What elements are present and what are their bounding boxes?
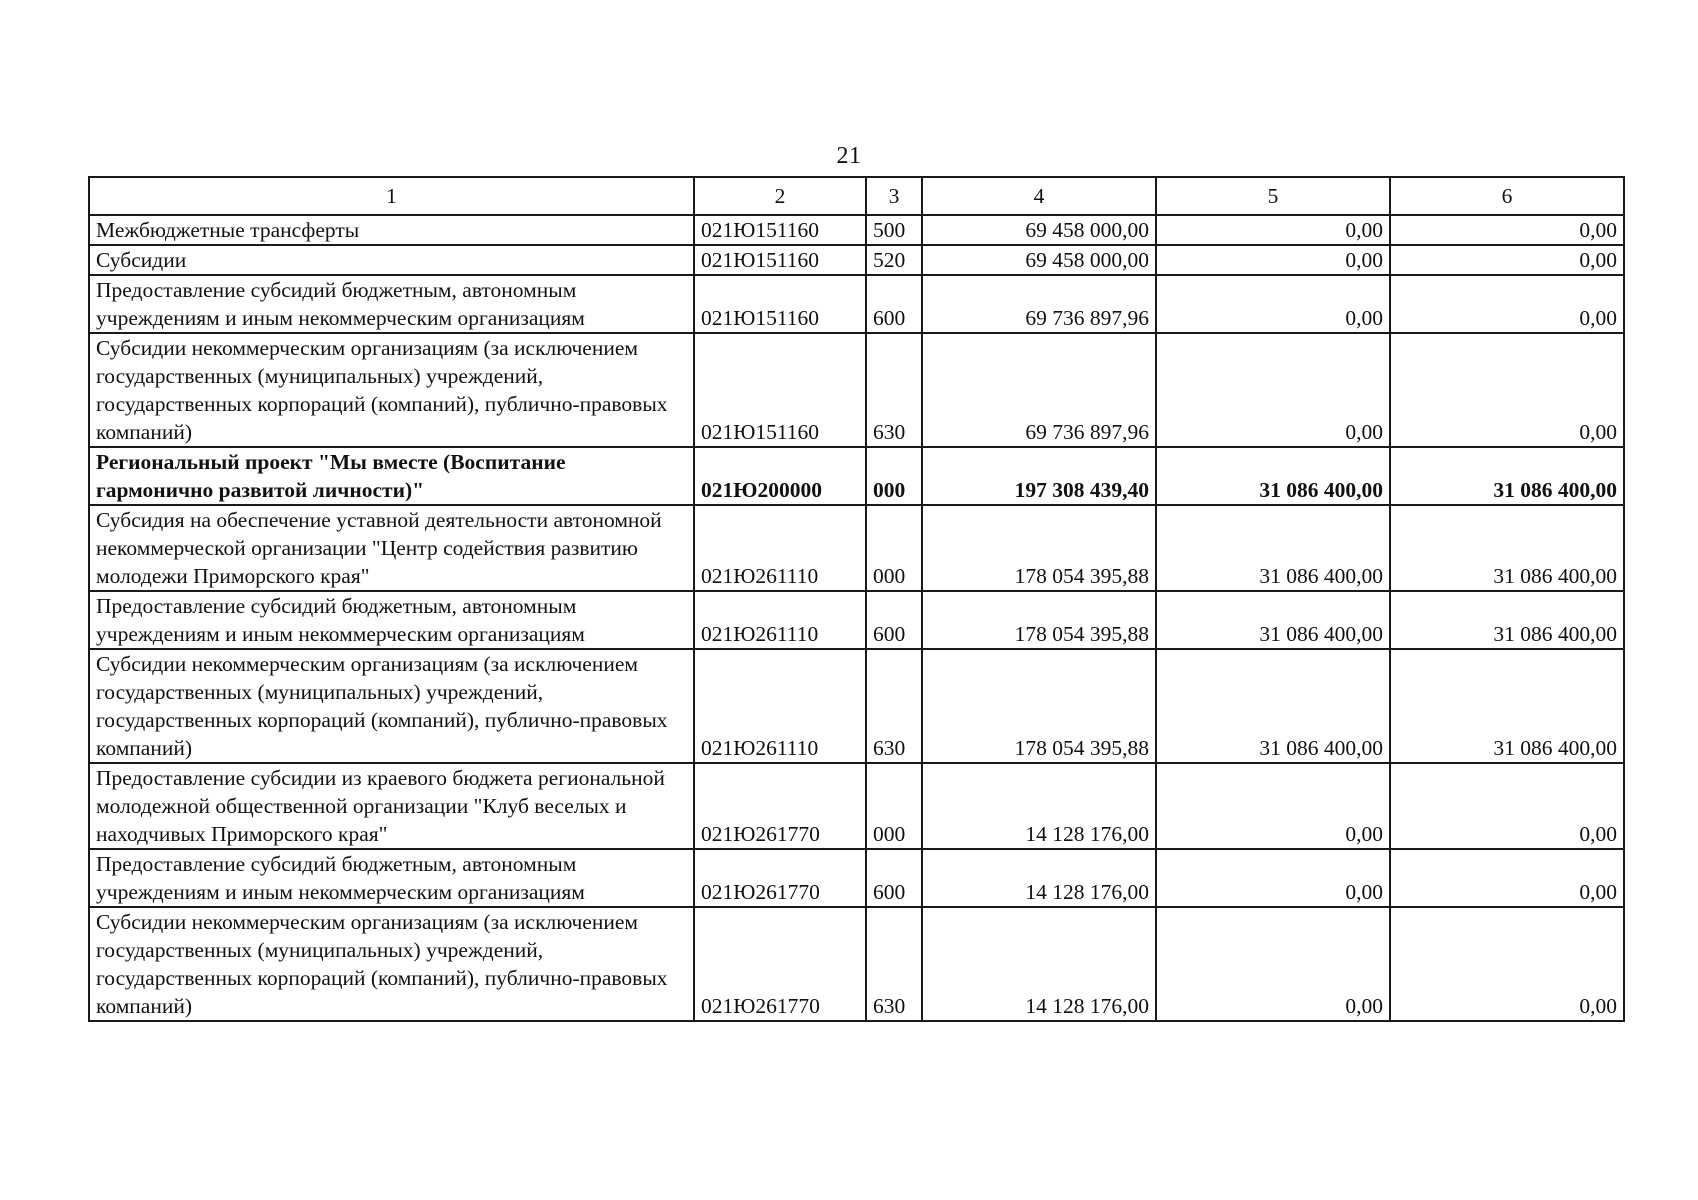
row-col5-value: 0,00 (1156, 275, 1390, 333)
row-col6-value: 31 086 400,00 (1390, 505, 1624, 591)
row-name-cell: Предоставление субсидии из краевого бюджета региональной молодежной общественной организации "Клуб веселых и находчивых Приморского края" (89, 763, 694, 849)
row-col6-value: 0,00 (1390, 907, 1624, 1021)
row-col6-value: 0,00 (1390, 245, 1624, 275)
table-row (89, 849, 1624, 907)
row-name-cell: Предоставление субсидий бюджетным, автономным учреждениям и иным некоммерческим организациям (89, 275, 694, 333)
budget-table (88, 176, 1625, 1022)
header-col-5: 5 (1156, 177, 1390, 215)
row-code-cell: 021Ю151160 (694, 275, 866, 333)
row-col4-value: 14 128 176,00 (922, 907, 1156, 1021)
row-col4-value: 69 458 000,00 (922, 245, 1156, 275)
row-code-cell: 021Ю151160 (694, 215, 866, 245)
row-col6-value: 31 086 400,00 (1390, 447, 1624, 505)
row-type-cell: 520 (866, 245, 922, 275)
row-col5-value: 0,00 (1156, 849, 1390, 907)
row-name-cell: Субсидия на обеспечение уставной деятельности автономной некоммерческой организации "Центр содействия развитию молодежи Приморского края" (89, 505, 694, 591)
page-number: 21 (836, 143, 862, 169)
table-row (89, 275, 1624, 333)
row-col6-value: 0,00 (1390, 849, 1624, 907)
row-col5-value: 0,00 (1156, 215, 1390, 245)
table-row (89, 907, 1624, 1021)
row-col4-value: 69 736 897,96 (922, 333, 1156, 447)
row-name-cell: Предоставление субсидий бюджетным, автономным учреждениям и иным некоммерческим организациям (89, 849, 694, 907)
table-row (89, 591, 1624, 649)
row-col4-value: 178 054 395,88 (922, 505, 1156, 591)
row-col4-value: 14 128 176,00 (922, 763, 1156, 849)
row-col5-value: 0,00 (1156, 763, 1390, 849)
row-type-cell: 630 (866, 333, 922, 447)
row-name-cell: Субсидии (89, 245, 694, 275)
header-row (89, 177, 1624, 215)
header-col-6: 6 (1390, 177, 1624, 215)
table-row (89, 215, 1624, 245)
row-code-cell: 021Ю200000 (694, 447, 866, 505)
row-type-cell: 630 (866, 907, 922, 1021)
row-type-cell: 000 (866, 505, 922, 591)
header-col-3: 3 (866, 177, 922, 215)
table-row (89, 649, 1624, 763)
row-code-cell: 021Ю151160 (694, 245, 866, 275)
row-col6-value: 0,00 (1390, 215, 1624, 245)
row-col4-value: 69 458 000,00 (922, 215, 1156, 245)
row-type-cell: 500 (866, 215, 922, 245)
row-col5-value: 31 086 400,00 (1156, 505, 1390, 591)
row-code-cell: 021Ю261110 (694, 649, 866, 763)
table-row (89, 333, 1624, 447)
row-col6-value: 31 086 400,00 (1390, 591, 1624, 649)
row-code-cell: 021Ю261110 (694, 591, 866, 649)
row-type-cell: 000 (866, 763, 922, 849)
row-col4-value: 178 054 395,88 (922, 649, 1156, 763)
row-col5-value: 31 086 400,00 (1156, 649, 1390, 763)
row-name-cell: Предоставление субсидий бюджетным, автономным учреждениям и иным некоммерческим организациям (89, 591, 694, 649)
row-type-cell: 630 (866, 649, 922, 763)
row-code-cell: 021Ю261770 (694, 849, 866, 907)
row-code-cell: 021Ю151160 (694, 333, 866, 447)
row-col4-value: 197 308 439,40 (922, 447, 1156, 505)
row-col5-value: 31 086 400,00 (1156, 447, 1390, 505)
row-col4-value: 14 128 176,00 (922, 849, 1156, 907)
row-col5-value: 31 086 400,00 (1156, 591, 1390, 649)
row-name-cell: Региональный проект "Мы вместе (Воспитание гармонично развитой личности)" (89, 447, 694, 505)
row-name-cell: Межбюджетные трансферты (89, 215, 694, 245)
row-col5-value: 0,00 (1156, 333, 1390, 447)
row-col6-value: 0,00 (1390, 275, 1624, 333)
row-type-cell: 000 (866, 447, 922, 505)
table-row (89, 447, 1624, 505)
row-name-cell: Субсидии некоммерческим организациям (за исключением государственных (муниципальных) учреждений, государственных корпораций (компаний), публично-правовых компаний) (89, 907, 694, 1021)
table-row (89, 505, 1624, 591)
header-col-2: 2 (694, 177, 866, 215)
row-col6-value: 31 086 400,00 (1390, 649, 1624, 763)
row-col4-value: 178 054 395,88 (922, 591, 1156, 649)
row-type-cell: 600 (866, 275, 922, 333)
row-name-cell: Субсидии некоммерческим организациям (за исключением государственных (муниципальных) учреждений, государственных корпораций (компаний), публично-правовых компаний) (89, 649, 694, 763)
row-name-cell: Субсидии некоммерческим организациям (за исключением государственных (муниципальных) учреждений, государственных корпораций (компаний), публично-правовых компаний) (89, 333, 694, 447)
header-col-1: 1 (89, 177, 694, 215)
row-code-cell: 021Ю261770 (694, 763, 866, 849)
table-row (89, 245, 1624, 275)
row-col6-value: 0,00 (1390, 333, 1624, 447)
row-col4-value: 69 736 897,96 (922, 275, 1156, 333)
row-code-cell: 021Ю261770 (694, 907, 866, 1021)
row-type-cell: 600 (866, 849, 922, 907)
row-col5-value: 0,00 (1156, 907, 1390, 1021)
row-col5-value: 0,00 (1156, 245, 1390, 275)
table-body (89, 215, 1624, 1021)
row-type-cell: 600 (866, 591, 922, 649)
row-col6-value: 0,00 (1390, 763, 1624, 849)
header-col-4: 4 (922, 177, 1156, 215)
table-row (89, 763, 1624, 849)
row-code-cell: 021Ю261110 (694, 505, 866, 591)
